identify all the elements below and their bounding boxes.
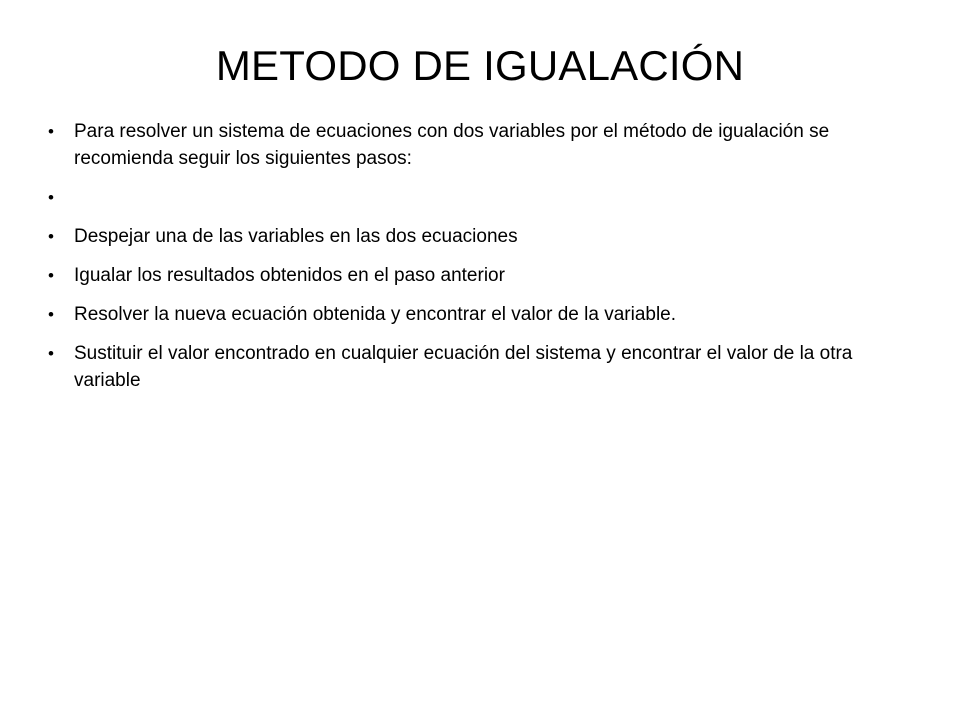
bullet-icon: • xyxy=(48,344,54,363)
bullet-item xyxy=(48,262,888,289)
bullet-text: Despejar una de las variables en las dos ecuaciones xyxy=(74,226,518,247)
bullet-text: Igualar los resultados obtenidos en el paso anterior xyxy=(74,265,505,286)
bullet-item xyxy=(48,118,888,172)
bullet-text: Sustituir el valor encontrado en cualquier ecuación del sistema y encontrar el valor de la otra variable xyxy=(74,343,853,391)
slide-title: METODO DE IGUALACIÓN xyxy=(215,42,745,89)
bullet-list xyxy=(48,118,888,406)
bullet-icon: • xyxy=(48,305,54,324)
bullet-text: Para resolver un sistema de ecuaciones con dos variables por el método de igualación se recomienda seguir los siguientes pasos: xyxy=(74,121,830,169)
bullet-item xyxy=(48,340,888,394)
bullet-icon: • xyxy=(48,122,54,141)
bullet-text: Resolver la nueva ecuación obtenida y encontrar el valor de la variable. xyxy=(74,304,677,325)
bullet-icon: • xyxy=(48,227,54,246)
bullet-item xyxy=(48,184,888,211)
bullet-icon: • xyxy=(48,188,54,207)
bullet-item xyxy=(48,223,888,250)
bullet-item xyxy=(48,301,888,328)
bullet-icon: • xyxy=(48,266,54,285)
